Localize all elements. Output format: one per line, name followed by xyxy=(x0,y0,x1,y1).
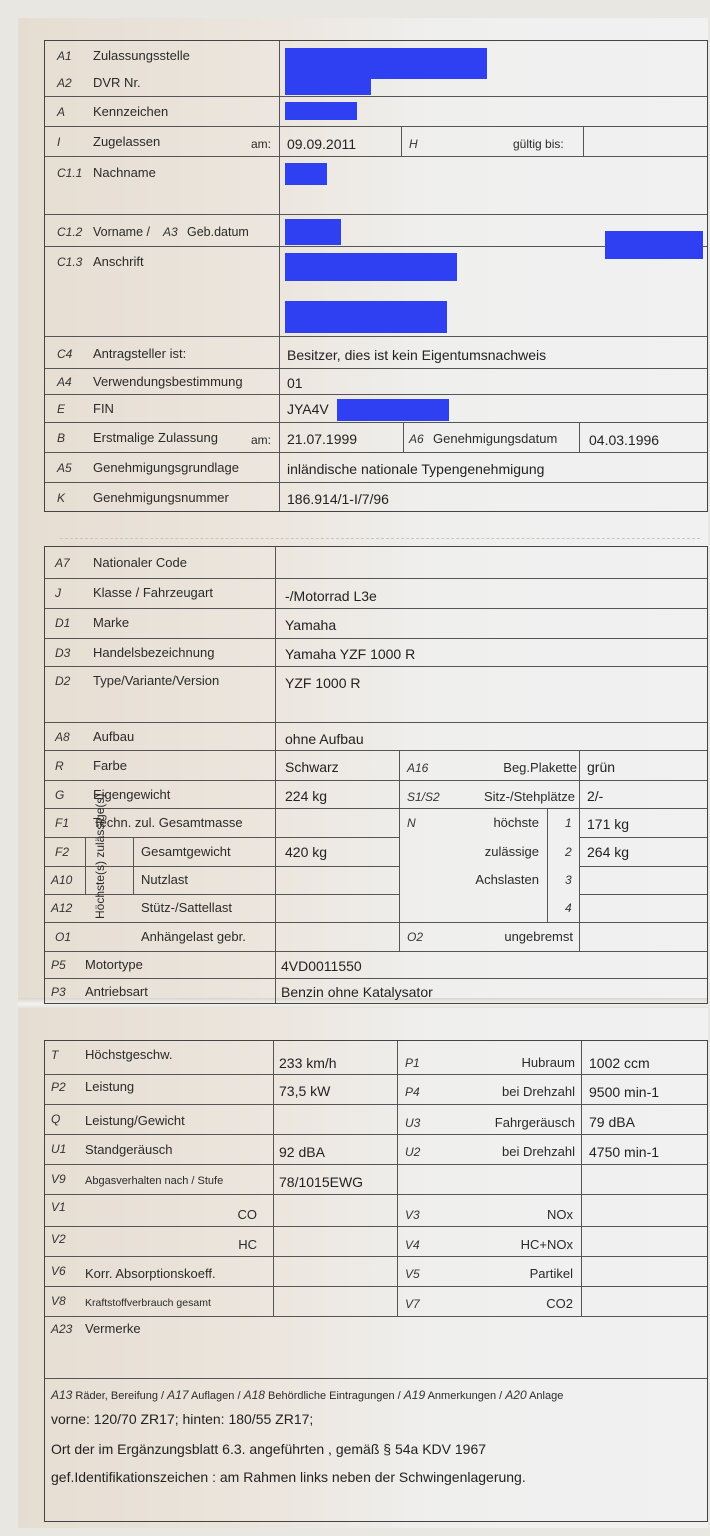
code-e: E xyxy=(57,402,66,416)
row-nachname xyxy=(45,157,707,215)
value-hubraum: 1002 ccm xyxy=(589,1055,650,1071)
label-hoechstgeschw: Höchstgeschw. xyxy=(85,1047,173,1062)
label-bei-drehzahl-2: bei Drehzahl xyxy=(502,1144,575,1159)
label-fahrgeraeusch: Fahrgeräusch xyxy=(494,1115,575,1130)
redaction-nachname xyxy=(285,163,327,185)
row-standgeraeusch xyxy=(45,1135,707,1165)
row-abgasverhalten xyxy=(45,1165,707,1195)
label-nox: NOx xyxy=(547,1207,573,1222)
row-antragsteller xyxy=(45,337,707,369)
label-klasse: Klasse / Fahrzeugart xyxy=(93,585,213,600)
code-v7: V7 xyxy=(405,1297,420,1311)
value-genehmigungsdatum: 04.03.1996 xyxy=(589,432,660,448)
code-s1s2: S1/S2 xyxy=(407,790,440,804)
code-a1: A1 xyxy=(57,49,72,63)
label-vorname: Vorname / xyxy=(93,225,150,239)
code-h: H xyxy=(409,137,418,151)
value-antriebsart: Benzin ohne Katalysator xyxy=(281,984,433,1000)
code-i: I xyxy=(57,135,61,149)
code-a17: A17 xyxy=(167,1388,189,1402)
label-co: CO xyxy=(237,1207,257,1222)
label-verwendungsbestimmung: Verwendungsbestimmung xyxy=(93,374,243,389)
technical-section xyxy=(44,1040,708,1522)
remarks-block xyxy=(45,1379,707,1523)
code-a7: A7 xyxy=(55,556,70,570)
row-fin xyxy=(45,395,707,423)
code-u2: U2 xyxy=(405,1145,421,1159)
code-j: J xyxy=(55,586,61,600)
value-handelsbezeichnung: Yamaha YZF 1000 R xyxy=(285,646,416,662)
label-motortype: Motortype xyxy=(85,957,143,972)
code-d3: D3 xyxy=(55,646,71,660)
row-farbe xyxy=(45,751,707,781)
label-raeder-bereifung: Räder, Bereifung / xyxy=(75,1390,165,1402)
row-eigengewicht xyxy=(45,781,707,809)
label-behoerdliche-eintragungen: Behördliche Eintragungen / xyxy=(268,1390,401,1402)
label-a13-line xyxy=(51,1387,563,1404)
code-a19: A19 xyxy=(403,1388,426,1402)
axle-index-2: 2 xyxy=(565,845,572,859)
code-u3: U3 xyxy=(405,1116,421,1130)
label-anhaengelast-gebr: Anhängelast gebr. xyxy=(141,929,246,944)
label-stuetzlast: Stütz-/Sattellast xyxy=(141,900,233,915)
row-erstzulassung xyxy=(45,423,707,453)
label-kennzeichen: Kennzeichen xyxy=(93,104,169,119)
code-a6: A6 xyxy=(409,432,424,446)
label-type-variante: Type/Variante/Version xyxy=(93,673,220,688)
code-a23: A23 xyxy=(51,1322,73,1336)
row-kennzeichen xyxy=(45,97,707,127)
value-achslast-1: 171 kg xyxy=(587,816,630,832)
code-a13: A13 xyxy=(51,1388,73,1402)
row-zugelassen xyxy=(45,127,707,157)
row-anschrift xyxy=(45,247,707,337)
code-o1: O1 xyxy=(55,930,72,944)
code-a3: A3 xyxy=(163,225,178,239)
value-fahrgeraeusch: 79 dBA xyxy=(589,1114,635,1130)
code-p4: P4 xyxy=(405,1085,420,1099)
label-beg-plakette: Beg.Plakette xyxy=(503,760,577,775)
value-klasse: -/Motorrad L3e xyxy=(285,588,377,604)
row-marke xyxy=(45,609,707,639)
label-sitzplaetze: Sitz-/Stehplätze xyxy=(483,789,575,804)
redaction-kennzeichen xyxy=(285,102,357,120)
value-zugelassen: 09.09.2011 xyxy=(287,136,357,152)
label-farbe: Farbe xyxy=(93,758,127,773)
label-anmerkungen: Anmerkungen / xyxy=(427,1390,503,1402)
label-handelsbezeichnung: Handelsbezeichnung xyxy=(93,645,215,660)
label-nutzlast: Nutzlast xyxy=(141,872,188,887)
label-co2: CO2 xyxy=(546,1296,573,1311)
label-abgasverhalten: Abgasverhalten nach / Stufe xyxy=(85,1175,224,1187)
label-anschrift: Anschrift xyxy=(93,254,144,269)
label-zulassungsstelle: Zulassungsstelle xyxy=(93,48,190,63)
code-v5: V5 xyxy=(405,1267,420,1281)
code-a5: A5 xyxy=(57,461,72,475)
value-hoechstgeschw: 233 km/h xyxy=(279,1055,337,1071)
label-dvr-nr: DVR Nr. xyxy=(93,75,141,90)
label-vermerke: Vermerke xyxy=(85,1321,141,1336)
value-eigengewicht: 224 kg xyxy=(285,788,328,804)
code-c4: C4 xyxy=(57,347,73,361)
value-nenndrehzahl: 9500 min-1 xyxy=(589,1084,660,1100)
label-hoechste: höchste xyxy=(493,815,539,830)
code-o2: O2 xyxy=(407,930,424,944)
code-d2: D2 xyxy=(55,674,71,688)
value-standgeraeusch-drehzahl: 4750 min-1 xyxy=(589,1144,660,1160)
row-kraftstoffverbrauch xyxy=(45,1287,707,1317)
redaction-anschrift-2 xyxy=(285,301,447,333)
code-a4: A4 xyxy=(57,375,72,389)
label-geb-datum: Geb.datum xyxy=(187,225,249,239)
label-standgeraeusch: Standgeräusch xyxy=(85,1142,173,1157)
code-a2: A2 xyxy=(57,76,72,90)
code-f1: F1 xyxy=(55,816,70,830)
code-q: Q xyxy=(51,1112,61,1126)
redaction-dvr xyxy=(285,77,371,95)
code-v4: V4 xyxy=(405,1238,420,1252)
code-d1: D1 xyxy=(55,616,71,630)
value-aufbau: ohne Aufbau xyxy=(285,731,364,747)
label-fin: FIN xyxy=(93,401,114,416)
code-u1: U1 xyxy=(51,1142,67,1156)
code-a18: A18 xyxy=(243,1388,265,1402)
value-standgeraeusch: 92 dBA xyxy=(279,1144,325,1160)
code-a20: A20 xyxy=(505,1388,527,1402)
label-achslasten: Achslasten xyxy=(475,872,539,887)
code-a16: A16 xyxy=(407,761,429,775)
label-am: am: xyxy=(251,137,272,151)
label-genehmigungsnummer: Genehmigungsnummer xyxy=(93,490,229,505)
row-aufbau xyxy=(45,723,707,751)
code-k: K xyxy=(57,491,66,505)
label-techn-gesamtmasse: Techn. zul. Gesamtmasse xyxy=(93,815,243,830)
axle-index-1: 1 xyxy=(565,816,572,830)
row-leistung xyxy=(45,1075,707,1105)
value-type-variante: YZF 1000 R xyxy=(285,675,361,691)
code-v2: V2 xyxy=(51,1232,66,1246)
axle-index-4: 4 xyxy=(565,901,572,915)
label-erstzulassung: Erstmalige Zulassung xyxy=(93,430,218,445)
label-leistung-gewicht: Leistung/Gewicht xyxy=(85,1113,185,1128)
row-leistung-gewicht xyxy=(45,1105,707,1135)
label-am-2: am: xyxy=(251,433,272,447)
value-motortype: 4VD0011550 xyxy=(281,958,362,974)
label-antriebsart: Antriebsart xyxy=(85,984,148,999)
row-vorname xyxy=(45,215,707,247)
label-hc-nox: HC+NOx xyxy=(520,1237,573,1252)
label-bei-drehzahl: bei Drehzahl xyxy=(502,1084,575,1099)
label-zugelassen: Zugelassen xyxy=(93,134,161,149)
value-gesamtgewicht: 420 kg xyxy=(285,844,328,860)
row-klasse xyxy=(45,579,707,609)
value-genehmigungsgrundlage: inländische nationale Typengenehmigung xyxy=(287,461,545,477)
label-auflagen: Auflagen / xyxy=(190,1390,241,1402)
label-aufbau: Aufbau xyxy=(93,729,135,744)
bleed-through-strip xyxy=(60,522,700,539)
row-genehmigungsnummer xyxy=(45,483,707,513)
label-gueltig-bis: gültig bis: xyxy=(513,137,564,151)
label-genehmigungsgrundlage: Genehmigungsgrundlage xyxy=(93,460,239,475)
code-f2: F2 xyxy=(55,845,70,859)
code-p3: P3 xyxy=(51,985,66,999)
code-p2: P2 xyxy=(51,1080,66,1094)
row-type-variante xyxy=(45,667,707,723)
redaction-zulassungsstelle xyxy=(285,48,487,79)
remark-line-2: Ort der im Ergänzungsblatt 6.3. angeführten , gemäß § 54a KDV 1967 xyxy=(51,1441,487,1457)
code-a8: A8 xyxy=(55,730,70,744)
value-marke: Yamaha xyxy=(285,617,337,633)
label-genehmigungsdatum: Genehmigungsdatum xyxy=(433,431,558,446)
value-beg-plakette: grün xyxy=(587,759,616,775)
row-hc xyxy=(45,1227,707,1257)
value-abgasverhalten: 78/1015EWG xyxy=(279,1174,364,1190)
code-v6: V6 xyxy=(51,1264,66,1278)
label-kraftstoffverbrauch: Kraftstoffverbrauch gesamt xyxy=(85,1297,211,1309)
code-p1: P1 xyxy=(405,1056,420,1070)
row-hoechstgeschw xyxy=(45,1041,707,1075)
row-handelsbezeichnung xyxy=(45,639,707,667)
value-sitzplaetze: 2/- xyxy=(587,788,604,804)
label-absorption: Korr. Absorptionskoeff. xyxy=(85,1266,216,1281)
remark-line-3: gef.Identifikationszeichen : am Rahmen links neben der Schwingenlagerung. xyxy=(51,1469,526,1485)
value-farbe: Schwarz xyxy=(285,759,339,775)
code-g: G xyxy=(55,788,65,802)
value-genehmigungsnummer: 186.914/1-I/7/96 xyxy=(287,491,389,507)
label-hoechstzulaessige: Höchste(s) zulässige(s) xyxy=(93,793,107,919)
value-leistung: 73,5 kW xyxy=(279,1083,331,1099)
label-leistung: Leistung xyxy=(85,1079,135,1094)
redaction-fin xyxy=(337,399,449,421)
remark-line-1: vorne: 120/70 ZR17; hinten: 180/55 ZR17; xyxy=(51,1411,314,1427)
label-partikel: Partikel xyxy=(529,1266,573,1281)
code-r: R xyxy=(55,759,64,773)
label-hc: HC xyxy=(238,1237,257,1252)
code-t: T xyxy=(51,1048,59,1062)
code-a10: A10 xyxy=(51,873,73,887)
axle-index-3: 3 xyxy=(565,873,572,887)
row-zulassungsstelle xyxy=(45,41,707,97)
value-achslast-2: 264 kg xyxy=(587,844,630,860)
redaction-anschrift-1 xyxy=(285,253,457,281)
label-hubraum: Hubraum xyxy=(521,1055,575,1070)
label-gesamtgewicht: Gesamtgewicht xyxy=(141,844,231,859)
value-erstzulassung: 21.07.1999 xyxy=(287,431,358,447)
row-genehmigungsgrundlage xyxy=(45,453,707,483)
value-antragsteller: Besitzer, dies ist kein Eigentumsnachweis xyxy=(287,347,547,363)
vehicle-section xyxy=(44,546,708,1004)
row-antriebsart xyxy=(45,979,707,1005)
row-co-nox xyxy=(45,1195,707,1227)
value-fin: JYA4V xyxy=(287,401,329,417)
label-ungebremst: ungebremst xyxy=(504,929,573,944)
label-eigengewicht: Eigengewicht xyxy=(93,787,171,802)
code-n: N xyxy=(407,816,416,830)
code-c12: C1.2 xyxy=(57,225,83,239)
label-antragsteller: Antragsteller ist: xyxy=(93,346,187,361)
redaction-vorname xyxy=(285,219,341,245)
row-motortype xyxy=(45,951,707,979)
code-v1: V1 xyxy=(51,1200,66,1214)
label-marke: Marke xyxy=(93,615,130,630)
label-anlage: Anlage xyxy=(529,1390,564,1402)
row-nationaler-code xyxy=(45,547,707,579)
code-a12: A12 xyxy=(51,901,73,915)
row-vermerke xyxy=(45,1317,707,1379)
code-v3: V3 xyxy=(405,1208,420,1222)
row-verwendungsbestimmung xyxy=(45,369,707,395)
code-b: B xyxy=(57,431,66,445)
code-p5: P5 xyxy=(51,958,66,972)
label-nationaler-code: Nationaler Code xyxy=(93,555,187,570)
label-zulaessige: zulässige xyxy=(484,844,539,859)
code-v9: V9 xyxy=(51,1172,66,1186)
code-a: A xyxy=(57,105,66,119)
value-verwendungsbestimmung: 01 xyxy=(287,375,303,391)
code-v8: V8 xyxy=(51,1294,66,1308)
row-absorption xyxy=(45,1257,707,1287)
label-nachname: Nachname xyxy=(93,165,156,180)
code-c13: C1.3 xyxy=(57,255,83,269)
registration-section xyxy=(44,40,708,512)
code-c11: C1.1 xyxy=(57,166,83,180)
